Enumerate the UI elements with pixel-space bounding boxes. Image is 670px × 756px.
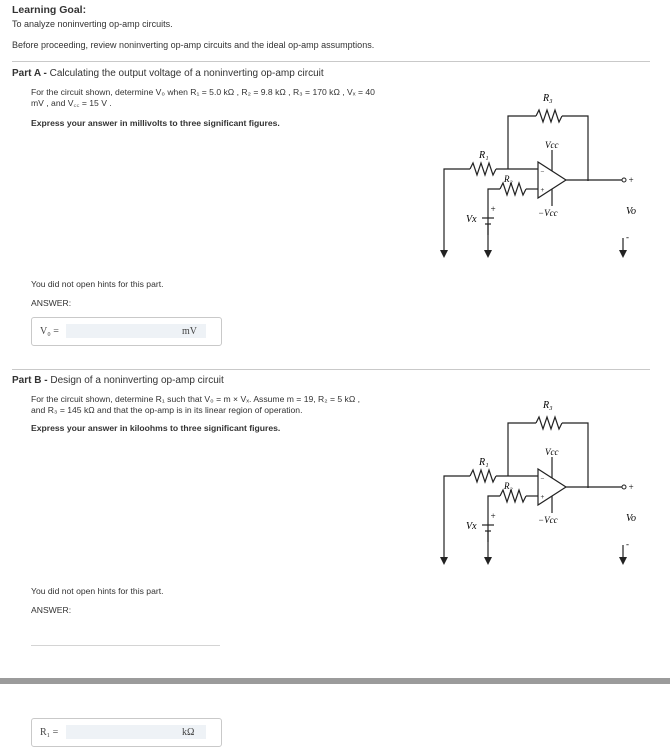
part-b-answer-label: ANSWER: [31,605,72,615]
vx-label: Vx [466,521,477,532]
r1-label: R₁ [479,150,489,161]
part-a-problem-line2: mV , and V꜀꜀ = 15 V . [31,98,112,108]
separator-b [12,369,650,370]
circuit-diagram-a [430,88,650,263]
output-plus: + [628,482,635,492]
vcc-label: Vcc [545,447,559,457]
part-b-problem-line2: and R₃ = 145 kΩ and that the op-amp is in its linear region of operation. [31,405,303,415]
learning-goal-text: To analyze noninverting op-amp circuits. [12,19,173,29]
r2-label: R₂ [504,481,513,491]
part-b-answer-unit: kΩ [182,727,195,738]
part-a-hint-status: You did not open hints for this part. [31,279,164,289]
vo-label: Vo [626,206,636,217]
battery-plus: + [490,204,497,214]
intro-text: Before proceeding, review noninverting op-amp circuits and the ideal op-amp assumptions. [12,40,375,50]
part-a-problem-line1: For the circuit shown, determine V₀ when R₁ = 5.0 kΩ , R₂ = 9.8 kΩ , R₃ = 170 kΩ , Vₓ = 40 [31,87,375,97]
section-divider-bar [0,678,670,684]
output-minus: - [626,232,629,242]
separator-a [12,61,650,62]
part-a-answer-box [31,317,222,346]
neg-vcc-label: −Vcc [538,515,558,525]
battery-plus: + [490,511,497,521]
part-a-instruction: Express your answer in millivolts to three significant figures. [31,118,280,128]
inverting-input-sign: − [540,168,545,176]
part-a-title: Part A - Calculating the output voltage of a noninverting op-amp circuit [12,68,324,79]
inverting-input-sign: − [540,475,545,483]
circuit-diagram-b [430,395,650,570]
part-a-answer-label: ANSWER: [31,298,72,308]
part-a-answer-variable: V₀ = [40,326,59,337]
noninverting-input-sign: + [540,493,545,501]
part-a-answer-unit: mV [182,326,197,337]
part-b-problem-line1: For the circuit shown, determine R₁ such that V₀ = m × Vₓ. Assume m = 19, R₂ = 5 kΩ , [31,394,361,404]
r3-label: R₃ [543,93,553,104]
vo-label: Vo [626,513,636,524]
output-plus: + [628,175,635,185]
part-b-answer-variable: R₁ = [40,727,59,738]
answer-divider [31,645,220,646]
neg-vcc-label: −Vcc [538,208,558,218]
output-minus: - [626,539,629,549]
part-b-title: Part B - Design of a noninverting op-amp circuit [12,375,224,386]
learning-goal-title: Learning Goal: [12,4,87,16]
r2-label: R₂ [504,174,513,184]
noninverting-input-sign: + [540,186,545,194]
part-b-hint-status: You did not open hints for this part. [31,586,164,596]
r3-label: R₃ [543,400,553,411]
vcc-label: Vcc [545,140,559,150]
part-b-instruction: Express your answer in kiloohms to three significant figures. [31,423,281,433]
r1-label: R₁ [479,457,489,468]
vx-label: Vx [466,214,477,225]
part-b-answer-box [31,718,222,747]
